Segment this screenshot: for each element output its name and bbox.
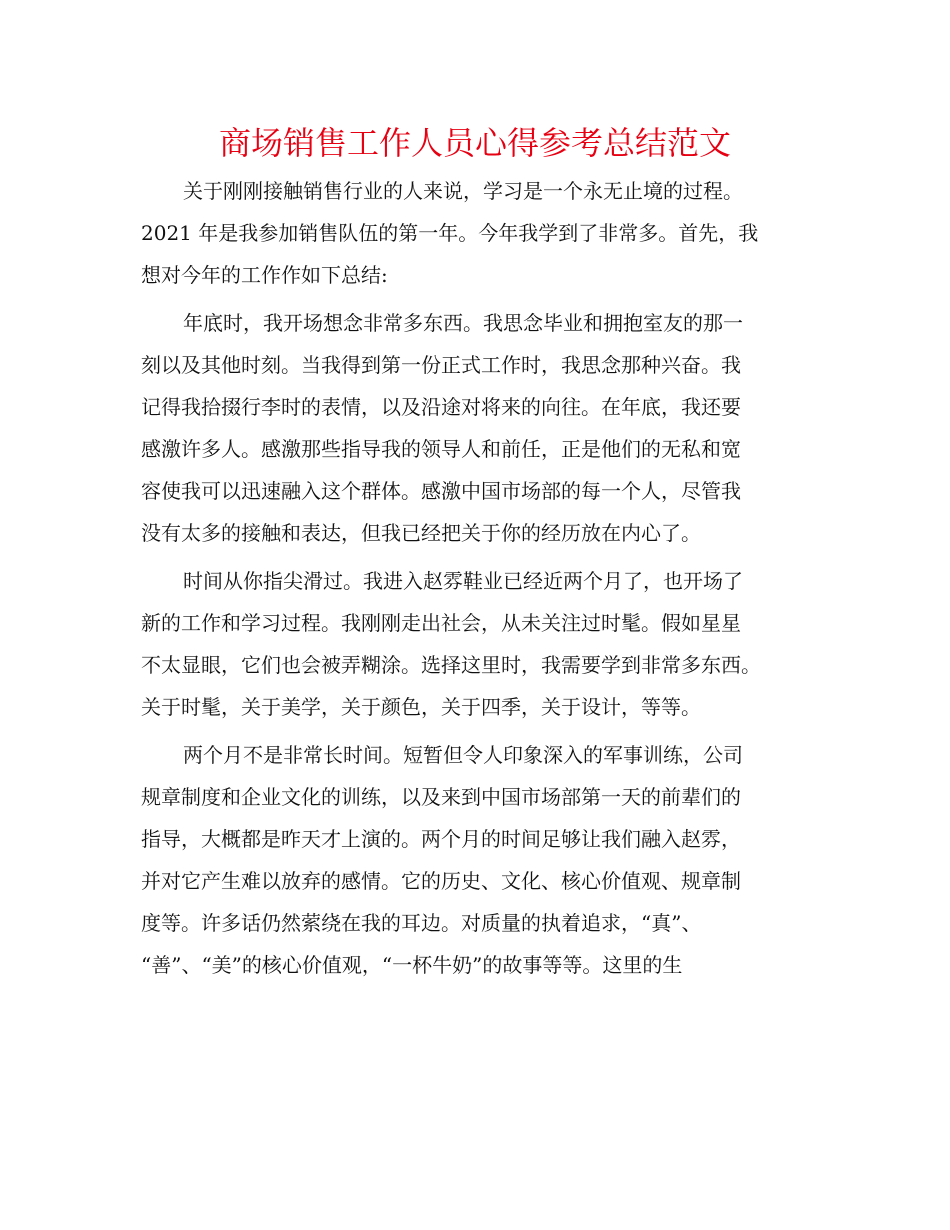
document-title: 商场销售工作人员心得参考总结范文	[218, 124, 731, 162]
text-line: 并对它产生难以放弃的感情。它的历史、文化、核心价值观、规章制	[141, 869, 741, 893]
text-line: 新的工作和学习过程。我刚刚走出社会，从未关注过时髦。假如星星	[141, 611, 741, 635]
text-line: 度等。许多话仍然萦绕在我的耳边。对质量的执着追求，“真”、	[141, 911, 702, 935]
text-line: 没有太多的接触和表达，但我已经把关于你的经历放在内心了。	[141, 521, 701, 545]
text-line: 年底时，我开场想念非常多东西。我思念毕业和拥抱室友的那一	[183, 311, 743, 335]
text-line: 感激许多人。感激那些指导我的领导人和前任，正是他们的无私和宽	[141, 437, 741, 461]
text-line: 想对今年的工作作如下总结:	[141, 263, 388, 287]
text-line: 2021 年是我参加销售队伍的第一年。今年我学到了非常多。首先，我	[141, 221, 759, 245]
text-line: 关于刚刚接触销售行业的人来说，学习是一个永无止境的过程。	[183, 179, 743, 203]
text-line: “善”、“美”的核心价值观，“一杯牛奶”的故事等等。这里的生	[141, 953, 683, 977]
text-line: 关于时髦，关于美学，关于颜色，关于四季，关于设计，等等。	[141, 695, 701, 719]
text-line: 时间从你指尖滑过。我进入赵雰鞋业已经近两个月了，也开场了	[183, 569, 743, 593]
text-line: 记得我拾掇行李时的表情，以及沿途对将来的向往。在年底，我还要	[141, 395, 741, 419]
paragraph	[141, 560, 821, 728]
text-line: 两个月不是非常长时间。短暂但令人印象深入的军事训练，公司	[183, 743, 743, 767]
document-body	[141, 170, 821, 986]
text-line: 容使我可以迅速融入这个群体。感激中国市场部的每一个人，尽管我	[141, 479, 741, 503]
paragraph	[141, 170, 821, 296]
text-line: 刻以及其他时刻。当我得到第一份正式工作时，我思念那种兴奋。我	[141, 353, 741, 377]
text-line: 规章制度和企业文化的训练，以及来到中国市场部第一天的前辈们的	[141, 785, 741, 809]
text-line: 不太显眼，它们也会被弄糊涂。选择这里时，我需要学到非常多东西。	[141, 653, 761, 677]
paragraph	[141, 734, 821, 986]
text-line: 指导，大概都是昨天才上演的。两个月的时间足够让我们融入赵雰，	[141, 827, 741, 851]
paragraph	[141, 302, 821, 554]
